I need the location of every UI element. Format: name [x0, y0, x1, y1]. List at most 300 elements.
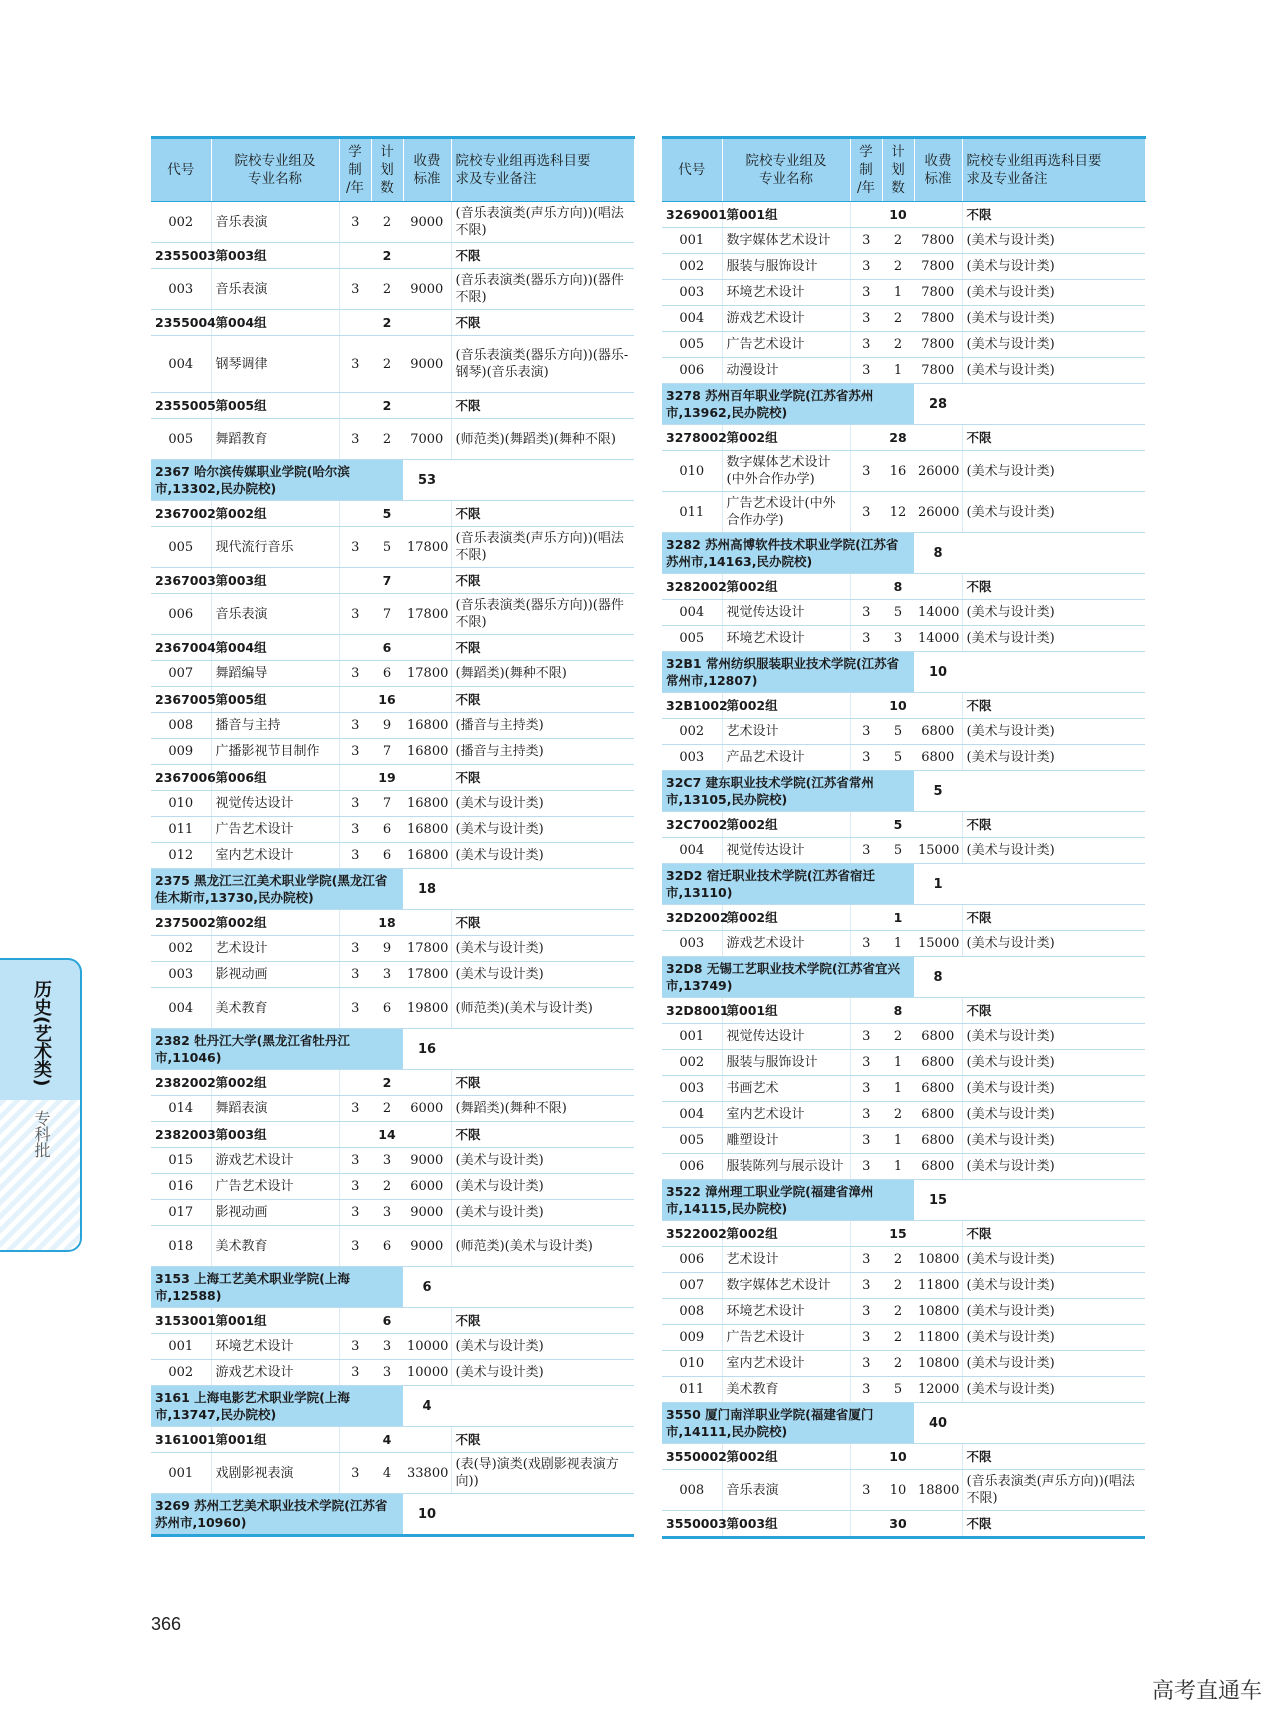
plan-count: 4	[371, 1453, 403, 1494]
plan-count: 2	[882, 332, 914, 358]
major-remark: (美术与设计类)	[962, 306, 1145, 332]
study-years: 3	[850, 745, 882, 771]
fee-cell	[914, 1221, 962, 1247]
tuition-fee: 16800	[403, 713, 451, 739]
institution-name: 32B1 常州纺织服装职业技术学院(江苏省常州市,12807)	[662, 652, 914, 693]
group-code: 3161001	[151, 1427, 211, 1453]
tuition-fee: 6800	[914, 1076, 962, 1102]
subject-requirement: 不限	[451, 1308, 634, 1334]
remark-cell	[451, 460, 634, 501]
group-name: 第002组	[722, 1221, 850, 1247]
right-table-column	[662, 136, 1145, 1539]
major-name: 数字媒体艺术设计	[722, 228, 850, 254]
institution-name: 2367 哈尔滨传媒职业学院(哈尔滨市,13302,民办院校)	[151, 460, 403, 501]
major-row	[151, 962, 634, 988]
study-years: 3	[339, 1096, 371, 1122]
major-code: 005	[662, 332, 722, 358]
years-cell	[850, 1511, 882, 1538]
group-name: 第001组	[722, 202, 850, 228]
header-name: 院校专业组及 专业名称	[211, 138, 339, 202]
plan-count: 6	[371, 988, 403, 1029]
tuition-fee: 17800	[403, 962, 451, 988]
header-plan: 计 划 数	[371, 138, 403, 202]
plan-count: 2	[371, 336, 403, 393]
tuition-fee: 10800	[914, 1351, 962, 1377]
major-name: 室内艺术设计	[722, 1351, 850, 1377]
major-code: 011	[662, 1377, 722, 1403]
plan-count: 28	[914, 384, 962, 425]
major-code: 002	[662, 719, 722, 745]
tuition-fee: 9000	[403, 1226, 451, 1267]
major-remark: (美术与设计类)	[962, 1299, 1145, 1325]
major-remark: (美术与设计类)	[962, 1102, 1145, 1128]
major-code: 008	[151, 713, 211, 739]
major-code: 004	[662, 1102, 722, 1128]
major-row	[662, 1102, 1145, 1128]
major-code: 007	[151, 661, 211, 687]
major-row	[151, 661, 634, 687]
major-code: 012	[151, 843, 211, 869]
fee-cell	[403, 393, 451, 419]
major-name: 广告艺术设计	[722, 1325, 850, 1351]
major-name: 书画艺术	[722, 1076, 850, 1102]
major-code: 001	[151, 1334, 211, 1360]
subject-requirement: 不限	[962, 998, 1145, 1024]
study-years: 3	[850, 1154, 882, 1180]
subject-requirement: 不限	[451, 635, 634, 661]
fee-cell	[403, 310, 451, 336]
major-name: 动漫设计	[722, 358, 850, 384]
major-row	[662, 600, 1145, 626]
plan-count: 1	[882, 1154, 914, 1180]
plan-count: 53	[403, 460, 451, 501]
plan-count: 6	[371, 817, 403, 843]
group-code: 32D2002	[662, 905, 722, 931]
major-code: 010	[662, 451, 722, 492]
remark-cell	[451, 1386, 634, 1427]
major-row	[662, 228, 1145, 254]
major-code: 011	[151, 817, 211, 843]
major-row	[662, 838, 1145, 864]
plan-count: 2	[882, 1273, 914, 1299]
major-code: 003	[151, 269, 211, 310]
major-name: 广告艺术设计	[722, 332, 850, 358]
tuition-fee: 7800	[914, 280, 962, 306]
plan-count: 7	[371, 568, 403, 594]
plan-count: 6	[371, 1226, 403, 1267]
major-name: 产品艺术设计	[722, 745, 850, 771]
study-years: 3	[339, 843, 371, 869]
study-years: 3	[850, 254, 882, 280]
group-name: 第002组	[722, 693, 850, 719]
subject-requirement: 不限	[962, 812, 1145, 838]
group-row	[151, 910, 634, 936]
major-name: 游戏艺术设计	[722, 306, 850, 332]
major-row	[662, 1470, 1145, 1511]
group-code: 2367004	[151, 635, 211, 661]
plan-count: 1	[882, 905, 914, 931]
major-name: 视觉传达设计	[722, 1024, 850, 1050]
plan-count: 7	[371, 739, 403, 765]
study-years: 3	[850, 228, 882, 254]
group-row	[662, 693, 1145, 719]
years-cell	[850, 202, 882, 228]
major-row	[662, 626, 1145, 652]
plan-count: 1	[882, 358, 914, 384]
group-row	[662, 905, 1145, 931]
plan-count: 2	[882, 1102, 914, 1128]
header-years: 学 制 /年	[850, 138, 882, 202]
major-row	[662, 745, 1145, 771]
plan-count: 5	[882, 838, 914, 864]
major-remark: (音乐表演类(器乐方向))(器件不限)	[451, 594, 634, 635]
plan-count: 2	[882, 254, 914, 280]
plan-count: 5	[882, 812, 914, 838]
major-name: 游戏艺术设计	[722, 931, 850, 957]
institution-row	[151, 1267, 634, 1308]
major-code: 002	[151, 936, 211, 962]
left-table-column	[151, 136, 634, 1537]
tuition-fee: 6800	[914, 1024, 962, 1050]
tuition-fee: 16800	[403, 739, 451, 765]
plan-count: 16	[371, 687, 403, 713]
major-code: 003	[662, 931, 722, 957]
header-fee: 收费 标准	[403, 138, 451, 202]
major-name: 艺术设计	[722, 719, 850, 745]
institution-name: 3161 上海电影艺术职业学院(上海市,13747,民办院校)	[151, 1386, 403, 1427]
tuition-fee: 18800	[914, 1470, 962, 1511]
major-row	[662, 492, 1145, 533]
group-name: 第002组	[722, 812, 850, 838]
header-years: 学 制 /年	[339, 138, 371, 202]
plan-count: 5	[882, 600, 914, 626]
major-remark: (美术与设计类)	[962, 1273, 1145, 1299]
major-row	[151, 527, 634, 568]
major-remark: (美术与设计类)	[451, 1360, 634, 1386]
years-cell	[339, 1070, 371, 1096]
major-row	[662, 1247, 1145, 1273]
institution-name: 3282 苏州高博软件技术职业学院(江苏省苏州市,14163,民办院校)	[662, 533, 914, 574]
major-remark: (美术与设计类)	[962, 1377, 1145, 1403]
major-code: 016	[151, 1174, 211, 1200]
plan-count: 1	[882, 1050, 914, 1076]
years-cell	[339, 243, 371, 269]
major-name: 美术教育	[211, 988, 339, 1029]
major-row	[151, 843, 634, 869]
major-code: 003	[662, 280, 722, 306]
major-remark: (美术与设计类)	[962, 1076, 1145, 1102]
institution-name: 32C7 建东职业技术学院(江苏省常州市,13105,民办院校)	[662, 771, 914, 812]
group-name: 第001组	[722, 998, 850, 1024]
study-years: 3	[339, 936, 371, 962]
study-years: 3	[850, 626, 882, 652]
plan-count: 40	[914, 1403, 962, 1444]
years-cell	[850, 574, 882, 600]
group-row	[662, 1221, 1145, 1247]
major-code: 014	[151, 1096, 211, 1122]
major-code: 006	[151, 594, 211, 635]
major-name: 广播影视节目制作	[211, 739, 339, 765]
study-years: 3	[850, 306, 882, 332]
group-code: 2382003	[151, 1122, 211, 1148]
remark-cell	[962, 957, 1145, 998]
fee-cell	[403, 687, 451, 713]
major-name: 数字媒体艺术设计(中外合作办学)	[722, 451, 850, 492]
study-years: 3	[850, 1470, 882, 1511]
watermark-text: 高考直通车	[1151, 1679, 1262, 1704]
plan-count: 30	[882, 1511, 914, 1538]
plan-count: 8	[914, 957, 962, 998]
years-cell	[339, 1308, 371, 1334]
major-remark: (播音与主持类)	[451, 713, 634, 739]
major-name: 舞蹈编导	[211, 661, 339, 687]
group-code: 2355004	[151, 310, 211, 336]
plan-count: 2	[882, 228, 914, 254]
plan-count: 10	[882, 202, 914, 228]
major-name: 环境艺术设计	[211, 1334, 339, 1360]
subject-requirement: 不限	[962, 693, 1145, 719]
study-years: 3	[339, 962, 371, 988]
plan-count: 15	[882, 1221, 914, 1247]
side-tab-subtitle: 专科批	[32, 1110, 51, 1158]
header-plan: 计 划 数	[882, 138, 914, 202]
institution-row	[662, 652, 1145, 693]
major-name: 音乐表演	[211, 202, 339, 243]
fee-cell	[403, 1070, 451, 1096]
group-name: 第003组	[211, 243, 339, 269]
major-row	[151, 817, 634, 843]
major-row	[662, 1076, 1145, 1102]
major-remark: (美术与设计类)	[962, 719, 1145, 745]
major-name: 音乐表演	[722, 1470, 850, 1511]
study-years: 3	[850, 1325, 882, 1351]
study-years: 3	[850, 1351, 882, 1377]
major-name: 播音与主持	[211, 713, 339, 739]
plan-count: 8	[882, 998, 914, 1024]
institution-name: 3550 厦门南洋职业学院(福建省厦门市,14111,民办院校)	[662, 1403, 914, 1444]
group-name: 第003组	[211, 1122, 339, 1148]
fee-cell	[403, 1427, 451, 1453]
major-row	[662, 1128, 1145, 1154]
study-years: 3	[339, 1360, 371, 1386]
major-code: 005	[662, 1128, 722, 1154]
group-code: 2367006	[151, 765, 211, 791]
study-years: 3	[850, 1247, 882, 1273]
side-tab-title: 历史(艺术类)	[31, 980, 52, 1087]
major-row	[151, 988, 634, 1029]
header-code: 代号	[151, 138, 211, 202]
fee-cell	[914, 693, 962, 719]
tuition-fee: 14000	[914, 626, 962, 652]
study-years: 3	[339, 1148, 371, 1174]
major-remark: (美术与设计类)	[962, 931, 1145, 957]
group-name: 第003组	[211, 568, 339, 594]
study-years: 3	[850, 600, 882, 626]
plan-count: 7	[371, 791, 403, 817]
plan-count: 2	[882, 1024, 914, 1050]
years-cell	[339, 568, 371, 594]
major-remark: (美术与设计类)	[962, 492, 1145, 533]
header-name: 院校专业组及 专业名称	[722, 138, 850, 202]
major-remark: (美术与设计类)	[962, 332, 1145, 358]
fee-cell	[403, 1308, 451, 1334]
tuition-fee: 10000	[403, 1360, 451, 1386]
plan-count: 2	[371, 202, 403, 243]
remark-cell	[451, 1029, 634, 1070]
tuition-fee: 6800	[914, 745, 962, 771]
major-name: 广告艺术设计(中外合作办学)	[722, 492, 850, 533]
major-name: 音乐表演	[211, 269, 339, 310]
major-row	[151, 1226, 634, 1267]
major-row	[662, 1299, 1145, 1325]
years-cell	[339, 501, 371, 527]
major-row	[151, 336, 634, 393]
major-name: 舞蹈表演	[211, 1096, 339, 1122]
major-row	[662, 1351, 1145, 1377]
fee-cell	[403, 501, 451, 527]
major-remark: (音乐表演类(声乐方向))(唱法不限)	[962, 1470, 1145, 1511]
institution-name: 3522 漳州理工职业学院(福建省漳州市,14115,民办院校)	[662, 1180, 914, 1221]
major-row	[151, 739, 634, 765]
plan-count: 2	[882, 306, 914, 332]
major-row	[151, 713, 634, 739]
tuition-fee: 10800	[914, 1299, 962, 1325]
tuition-fee: 15000	[914, 931, 962, 957]
study-years: 3	[339, 661, 371, 687]
institution-row	[662, 384, 1145, 425]
major-row	[151, 202, 634, 243]
group-row	[151, 1308, 634, 1334]
major-code: 001	[151, 1453, 211, 1494]
tuition-fee: 26000	[914, 492, 962, 533]
major-remark: (音乐表演类(器乐方向))(器乐-钢琴)(音乐表演)	[451, 336, 634, 393]
group-code: 2367002	[151, 501, 211, 527]
major-code: 004	[151, 336, 211, 393]
plan-count: 18	[371, 910, 403, 936]
major-remark: (美术与设计类)	[962, 1154, 1145, 1180]
major-remark: (师范类)(舞蹈类)(舞种不限)	[451, 419, 634, 460]
subject-requirement: 不限	[451, 310, 634, 336]
major-remark: (美术与设计类)	[962, 358, 1145, 384]
subject-requirement: 不限	[962, 425, 1145, 451]
institution-row	[151, 460, 634, 501]
subject-requirement: 不限	[962, 1511, 1145, 1538]
major-code: 003	[662, 745, 722, 771]
tuition-fee: 15000	[914, 838, 962, 864]
group-name: 第003组	[722, 1511, 850, 1538]
major-code: 004	[662, 600, 722, 626]
major-remark: (师范类)(美术与设计类)	[451, 1226, 634, 1267]
group-row	[151, 501, 634, 527]
major-remark: (音乐表演类(器乐方向))(器件不限)	[451, 269, 634, 310]
subject-requirement: 不限	[962, 574, 1145, 600]
major-code: 005	[151, 419, 211, 460]
study-years: 3	[339, 269, 371, 310]
major-name: 音乐表演	[211, 594, 339, 635]
remark-cell	[962, 533, 1145, 574]
admission-table-left	[151, 136, 635, 1537]
major-name: 服装与服饰设计	[722, 254, 850, 280]
plan-count: 3	[371, 1200, 403, 1226]
group-row	[151, 1427, 634, 1453]
major-row	[662, 1154, 1145, 1180]
study-years: 3	[339, 336, 371, 393]
major-row	[662, 931, 1145, 957]
group-name: 第002组	[211, 910, 339, 936]
major-code: 009	[662, 1325, 722, 1351]
major-remark: (美术与设计类)	[451, 1334, 634, 1360]
institution-name: 32D8 无锡工艺职业技术学院(江苏省宜兴市,13749)	[662, 957, 914, 998]
group-row	[662, 812, 1145, 838]
plan-count: 4	[403, 1386, 451, 1427]
group-row	[151, 765, 634, 791]
study-years: 3	[850, 492, 882, 533]
institution-name: 3278 苏州百年职业学院(江苏省苏州市,13962,民办院校)	[662, 384, 914, 425]
study-years: 3	[339, 594, 371, 635]
plan-count: 28	[882, 425, 914, 451]
institution-row	[662, 1403, 1145, 1444]
remark-cell	[962, 1180, 1145, 1221]
major-name: 雕塑设计	[722, 1128, 850, 1154]
group-code: 3282002	[662, 574, 722, 600]
major-name: 环境艺术设计	[722, 1299, 850, 1325]
years-cell	[339, 687, 371, 713]
group-row	[151, 243, 634, 269]
tuition-fee: 33800	[403, 1453, 451, 1494]
group-code: 3278002	[662, 425, 722, 451]
plan-count: 2	[371, 1096, 403, 1122]
study-years: 3	[339, 791, 371, 817]
fee-cell	[914, 425, 962, 451]
tuition-fee: 7000	[403, 419, 451, 460]
major-row	[151, 269, 634, 310]
institution-row	[662, 1180, 1145, 1221]
major-remark: (美术与设计类)	[962, 280, 1145, 306]
tuition-fee: 9000	[403, 269, 451, 310]
major-name: 服装陈列与展示设计	[722, 1154, 850, 1180]
years-cell	[850, 1444, 882, 1470]
major-row	[151, 1148, 634, 1174]
tuition-fee: 16800	[403, 843, 451, 869]
group-code: 3522002	[662, 1221, 722, 1247]
institution-row	[662, 957, 1145, 998]
major-name: 艺术设计	[211, 936, 339, 962]
group-row	[662, 425, 1145, 451]
major-code: 004	[151, 988, 211, 1029]
study-years: 3	[339, 1226, 371, 1267]
major-code: 008	[662, 1470, 722, 1511]
major-remark: (美术与设计类)	[962, 1128, 1145, 1154]
years-cell	[339, 910, 371, 936]
group-name: 第004组	[211, 310, 339, 336]
major-name: 游戏艺术设计	[211, 1360, 339, 1386]
major-name: 现代流行音乐	[211, 527, 339, 568]
group-code: 2355005	[151, 393, 211, 419]
group-name: 第002组	[211, 501, 339, 527]
tuition-fee: 12000	[914, 1377, 962, 1403]
institution-row	[151, 1494, 634, 1536]
tuition-fee: 11800	[914, 1325, 962, 1351]
major-name: 数字媒体艺术设计	[722, 1273, 850, 1299]
plan-count: 2	[371, 310, 403, 336]
plan-count: 2	[882, 1351, 914, 1377]
group-code: 32D8001	[662, 998, 722, 1024]
tuition-fee: 11800	[914, 1273, 962, 1299]
major-remark: (美术与设计类)	[962, 1247, 1145, 1273]
fee-cell	[914, 1511, 962, 1538]
major-remark: (表(导)演类(戏剧影视表演方向))	[451, 1453, 634, 1494]
group-code: 2367003	[151, 568, 211, 594]
